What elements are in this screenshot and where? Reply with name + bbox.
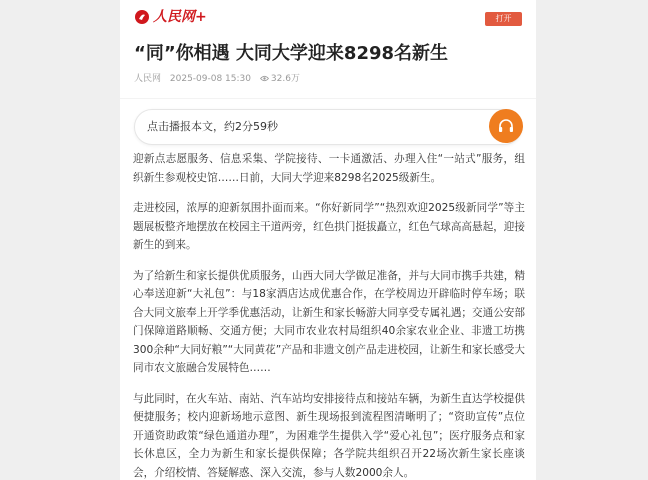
view-count: 32.6万 bbox=[270, 74, 300, 84]
paragraph: 与此同时，在火车站、南站、汽车站均安排接待点和接站车辆，为新生直达学校提供便捷服务；校内迎新场地示意图、新生现场报到流程图清晰明了；“资助宣传”点位开通资助政策“绿色通道办理”，为困难学生提供入学“爱心礼包”；医疗服务点和家长休息区，全力为新生和家长提供保障；各学院共组织召开22场次新生家长座谈会，介绍校情、答疑解惑、深入交流，参与人数2000余人。 bbox=[133, 392, 525, 479]
article-source: 人民网 bbox=[134, 74, 162, 84]
eye-icon bbox=[260, 75, 269, 82]
top-bar bbox=[120, 0, 536, 36]
article-datetime: 2025-09-08 15:30 bbox=[169, 74, 251, 84]
article-meta bbox=[134, 73, 306, 85]
article-page bbox=[120, 0, 536, 480]
audio-player-label: 点击播报本文，约2分59秒 bbox=[147, 120, 278, 133]
play-audio-button[interactable] bbox=[489, 109, 523, 143]
logo-icon bbox=[135, 10, 149, 24]
paragraph: 迎新点志愿服务、信息采集、学院接待、一卡通激活、办理入住“一站式”服务，组织新生参观校史馆……日前，大同大学迎来8298名2025级新生。 bbox=[133, 153, 525, 184]
headphones-icon bbox=[497, 117, 515, 135]
article-title: “同”你相遇 大同大学迎来8298名新生 bbox=[134, 43, 449, 64]
audio-player[interactable] bbox=[134, 109, 522, 145]
logo-text: 人民网+ bbox=[153, 9, 207, 25]
open-app-button[interactable]: 打开 bbox=[485, 12, 522, 26]
paragraph: 为了给新生和家长提供优质服务，山西大同大学做足准备，并与大同市携手共建，精心奉送迎新“大礼包”：与18家酒店达成优惠合作，在学校周边开辟临时停车场；联合大同文旅奉上开学季优惠活动，让新生和家长畅游大同享受专属礼遇；交通公安部门保障道路顺畅、交通方便；大同市农业农村局组织40余家农业企业、非遗工坊携300余种“大同好粮”“大同黄花”产品和非遗文创产品走进校园，让新生和家长感受大同市农文旅融合发展特色…… bbox=[133, 269, 525, 374]
paragraph: 走进校园，浓厚的迎新氛围扑面而来。“你好新同学”“热烈欢迎2025级新同学”等主题展板整齐地摆放在校园主干道两旁，红色拱门挺拔矗立，红色气球高高悬起，迎接新生的到来。 bbox=[133, 202, 525, 251]
article-body bbox=[133, 150, 525, 480]
divider bbox=[120, 98, 536, 99]
